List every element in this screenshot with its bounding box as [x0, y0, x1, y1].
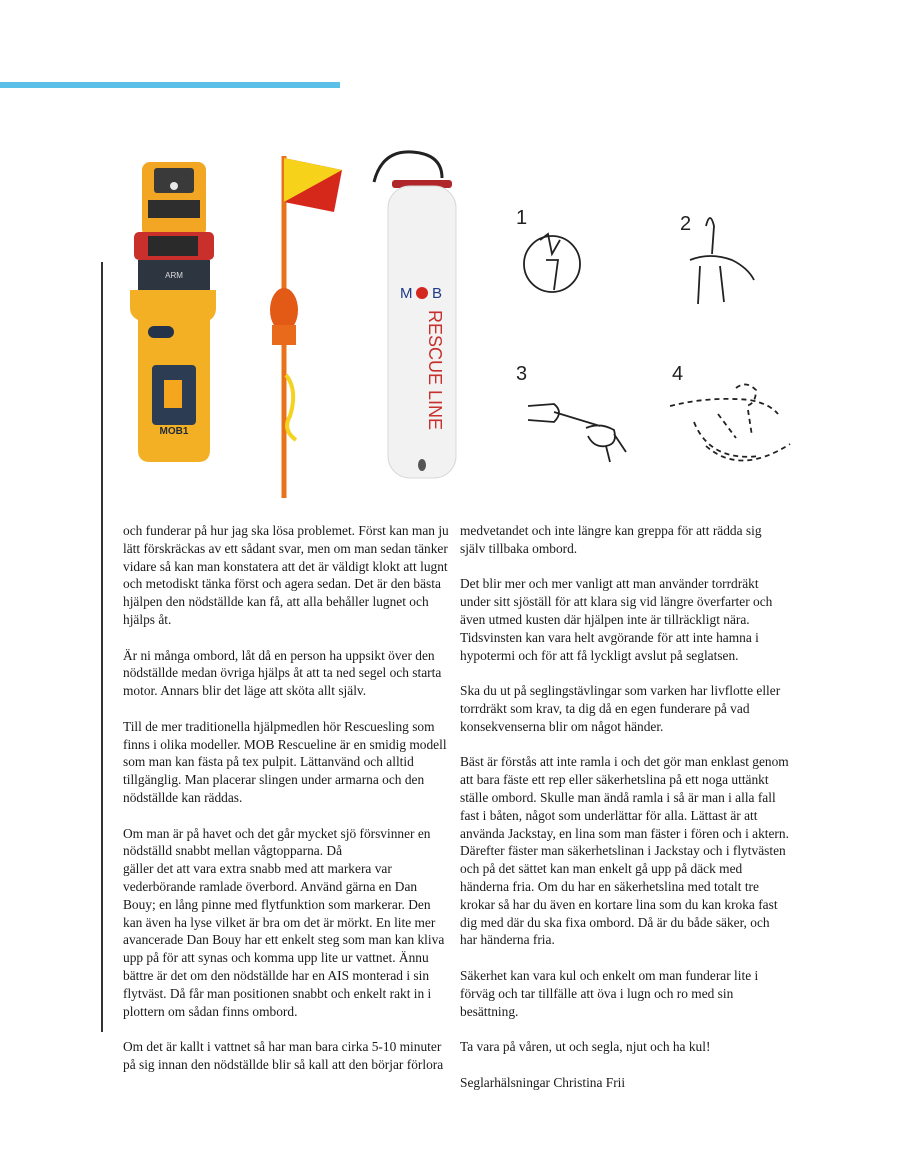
- step-2-number: 2: [680, 213, 692, 235]
- rescue-line-image: [374, 152, 456, 478]
- paragraph: Säkerhet kan vara kul och enkelt om man funderar lite i förväg och tar tillfälle att öva i lugn och ro med sin besättning.: [460, 967, 759, 1019]
- product-photos: [112, 140, 502, 510]
- signature: Seglarhälsningar Christina Frii: [460, 1074, 626, 1090]
- dan-buoy-image: [270, 156, 342, 498]
- paragraph: Det blir mer och mer vanligt att man använder torrdräkt under sitt sjöställ för att klara sig vid längre överfarter och även utmed kusten där hjälpen inte är tillräckligt nära. Tidsvinsten kan vara helt avgörande för att inte hamna i hypotermi och för att få lyckligt avslut på seglatsen.: [460, 576, 773, 663]
- step-1-number: 1: [516, 207, 528, 229]
- rescue-line-brand-b: B: [432, 285, 443, 302]
- paragraph: Ta vara på våren, ut och segla, njut och ha kul!: [460, 1039, 711, 1055]
- step-4-icon: [670, 384, 790, 460]
- step-1-icon: [524, 236, 580, 292]
- beacon-model-label: MOB1: [159, 426, 189, 437]
- paragraph: Bäst är förstås att inte ramla i och det gör man enklast genom att bara fäste ett rep eller säkerhetslina på ett noga uttänkt ställe ombord. Skulle man ändå ramla i så är man i alla fall fast i båten, något som underlättar för alla. Lättast är att använda Jackstay, en lina som man fäster i fören och i aktern. Därefter fäster man säkerhetslinan i Jackstay och i flytvästen och på det sättet kan man enkelt gå upp på däck med händerna fria. Om du har en säkerhetslina med totalt tre krokar så har du även en kortare lina som du kan kroka fast dig med där du ska fixa ombord. Då är du både säker, och har händerna fria.: [460, 754, 789, 948]
- rescue-line-text: RESCUE LINE: [425, 310, 445, 431]
- paragraph: medvetandet och inte längre kan greppa för att rädda sig själv tillbaka ombord.: [460, 523, 762, 556]
- article-column-right: [460, 522, 790, 1109]
- article-column-left: [123, 522, 453, 1092]
- column-rule: [101, 262, 103, 1032]
- paragraph: Ska du ut på seglingstävlingar som varken har livflotte eller torrdräkt som krav, ta dig då en egen funderare på vad konsekvenserna blir om något händer.: [460, 683, 781, 734]
- step-4-number: 4: [672, 363, 684, 385]
- beacon-arm-label: ARM: [165, 271, 183, 280]
- step-3-icon: [528, 404, 626, 462]
- step-2-icon: [690, 218, 754, 304]
- mob1-beacon-image: [130, 162, 216, 462]
- instruction-diagram: [510, 200, 800, 470]
- paragraph: och funderar på hur jag ska lösa problemet. Först kan man ju lätt förskräckas av ett sådant svar, men om man sedan tänker vidare så kan man konstatera att det är väldigt klokt att lugnt och metodiskt tänka först och agera sedan. Det är den bästa hjälpen den nödställde kan få, att alla behåller lugnet och hjälps åt.: [123, 523, 449, 627]
- paragraph: Om det är kallt i vattnet så har man bara cirka 5-10 minuter på sig innan den nödställde blir så kall att den börjar förlora: [123, 1039, 444, 1072]
- paragraph: Till de mer traditionella hjälpmedlen hör Rescuesling som finns i olika modeller. MOB Rescueline är en smidig modell som man kan fästa på tex pulpit. Lättanvänd och alltid tillgänglig. Man placerar slingen under armarna och den nödställde kan räddas.: [123, 718, 447, 805]
- paragraph: Är ni många ombord, låt då en person ha uppsikt över den nödställde medan övriga hjälps åt att ta ned segel och starta motor. Annars blir det läge att sköta allt själv.: [123, 647, 442, 699]
- step-3-number: 3: [516, 363, 528, 385]
- paragraph: Om man är på havet och det går mycket sjö försvinner en nödställd snabbt mellan vågtopparna. Då gäller det att vara extra snabb med att markera var vederbörande ramlade överbord. Använd gärna en Dan Bouy; en lång pinne med flytfunktion som markerar. Den kan även ha lyse vilket är bra om det är mörkt. En lite mer avancerade Dan Bouy har ett enkelt steg som man kan kliva upp på för att synas och komma upp lite ur vattnet. Ännu bättre är det om den nödställde har en AIS monterad i sin flytväst. Då får man positionen snabbt och enkelt rakt in i plottern om sådan finns ombord.: [123, 825, 445, 1019]
- rescue-line-brand-m: M: [400, 285, 413, 302]
- accent-bar: [0, 82, 340, 88]
